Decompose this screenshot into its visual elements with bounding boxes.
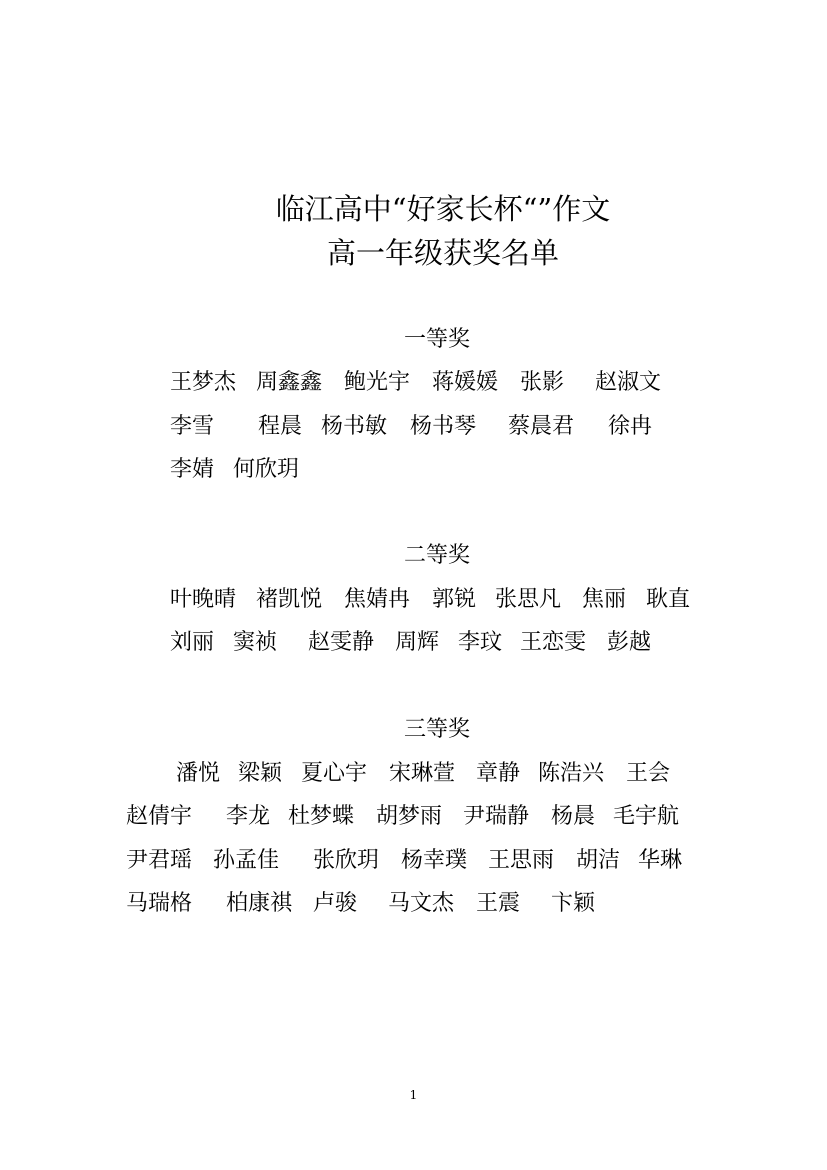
award-name: 蔡晨君 [508, 414, 575, 439]
award-name: 卞颖 [551, 891, 596, 916]
award-name: 夏心宇 [301, 761, 368, 786]
award-name: 宋琳萱 [389, 761, 456, 786]
award-name: 马文杰 [388, 891, 455, 916]
award-name: 赵雯静 [308, 630, 375, 655]
award-name: 张欣玥 [313, 848, 380, 873]
award-name: 焦婧冉 [344, 587, 411, 612]
second-prize-heading: 二等奖 [404, 543, 471, 568]
award-name: 窦祯 [233, 630, 278, 655]
award-name: 王梦杰 [170, 370, 237, 395]
award-name: 章静 [476, 761, 521, 786]
award-name: 李玟 [458, 630, 503, 655]
award-name: 焦丽 [582, 587, 627, 612]
award-name: 鲍光宇 [344, 370, 411, 395]
award-name: 杨幸璞 [401, 848, 468, 873]
award-name: 耿直 [646, 587, 691, 612]
award-name: 刘丽 [170, 630, 215, 655]
award-name: 杨晨 [551, 804, 596, 829]
award-name: 杜梦蝶 [288, 804, 355, 829]
award-name: 叶晚晴 [170, 587, 237, 612]
award-name: 尹瑞静 [463, 804, 530, 829]
award-name: 尹君瑶 [126, 848, 193, 873]
document-title-line1: 临江高中“好家长杯“”作文 [275, 192, 611, 226]
award-name: 潘悦 [176, 761, 221, 786]
award-name: 胡洁 [576, 848, 621, 873]
award-name: 李婧 [170, 457, 215, 482]
award-name: 孙孟佳 [213, 848, 280, 873]
award-name: 周鑫鑫 [256, 370, 323, 395]
document-title-line2: 高一年级获奖名单 [326, 236, 559, 270]
award-name: 赵倩宇 [126, 804, 193, 829]
award-name: 毛宇航 [613, 804, 680, 829]
award-name: 周辉 [395, 630, 440, 655]
award-name: 彭越 [607, 630, 652, 655]
award-name: 华琳 [638, 848, 683, 873]
award-name: 何欣玥 [233, 457, 300, 482]
award-name: 程晨 [258, 414, 303, 439]
page-number: 1 [409, 1088, 418, 1102]
award-name: 蒋媛媛 [432, 370, 499, 395]
award-name: 王会 [626, 761, 671, 786]
award-name: 胡梦雨 [376, 804, 443, 829]
award-name: 赵淑文 [595, 370, 662, 395]
award-name: 王震 [476, 891, 521, 916]
award-name: 杨书敏 [321, 414, 388, 439]
award-name: 李龙 [226, 804, 271, 829]
award-name: 张影 [520, 370, 565, 395]
award-name: 王恋雯 [520, 630, 587, 655]
award-name: 梁颖 [238, 761, 283, 786]
award-name: 李雪 [170, 414, 215, 439]
first-prize-heading: 一等奖 [404, 327, 471, 352]
award-name: 陈浩兴 [538, 761, 605, 786]
award-name: 柏康祺 [226, 891, 293, 916]
award-name: 徐冉 [608, 414, 653, 439]
award-name: 褚凯悦 [256, 587, 323, 612]
award-name: 卢骏 [313, 891, 358, 916]
third-prize-heading: 三等奖 [404, 717, 471, 742]
award-name: 马瑞格 [126, 891, 193, 916]
award-name: 杨书琴 [410, 414, 477, 439]
award-name: 张思凡 [495, 587, 562, 612]
award-name: 郭锐 [432, 587, 477, 612]
award-name: 王思雨 [488, 848, 555, 873]
